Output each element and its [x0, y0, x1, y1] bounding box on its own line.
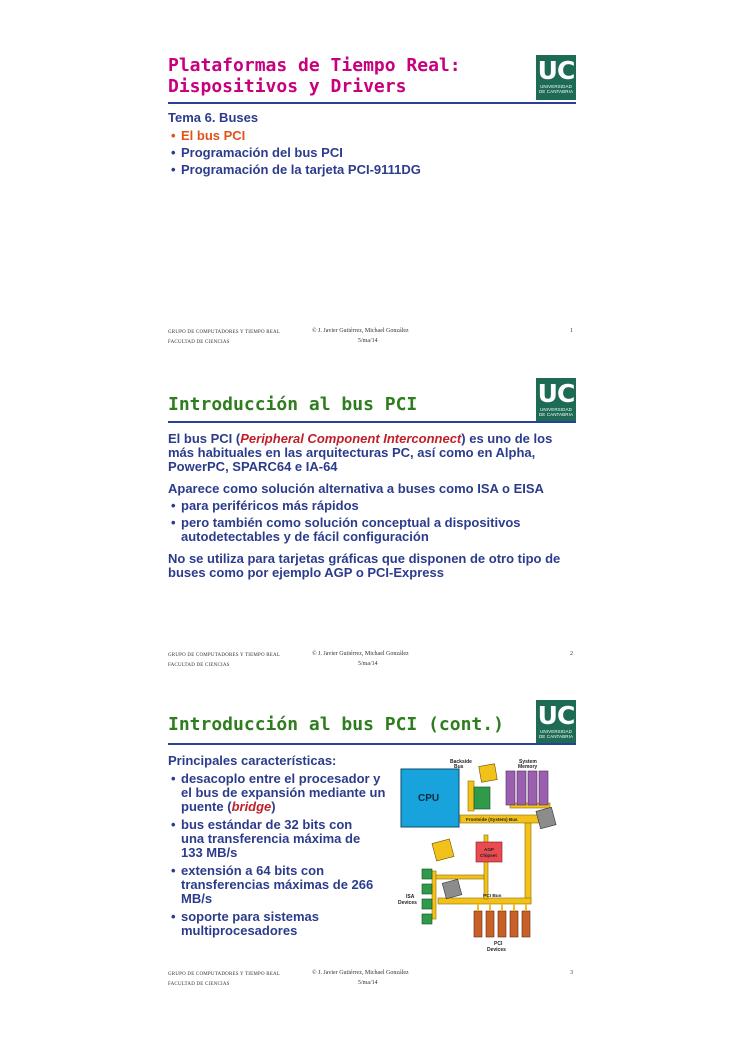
logo-line-2: DE CANTABRIA: [538, 89, 574, 94]
cache-controller-block: [474, 787, 490, 809]
logo-letters: UC: [537, 379, 575, 408]
footer-faculty: FACULTAD DE CIENCIAS: [168, 663, 230, 668]
slide-2: [162, 378, 579, 678]
title-rule: [168, 102, 576, 104]
footer-authors: © J. Javier Gutiérrez, Michael González: [312, 970, 409, 976]
item-text: para periféricos más rápidos: [181, 498, 359, 513]
system-memory-label-2: Memory: [518, 764, 538, 770]
features-heading: Principales características:: [168, 753, 337, 768]
pci-slot-stem: [501, 904, 503, 911]
isa-device: [422, 899, 432, 909]
list-item: [168, 864, 388, 906]
text: El bus PCI (: [168, 431, 241, 446]
footer-date: 5/ma/14: [358, 661, 378, 667]
agp-chipset-block: [476, 842, 502, 862]
item-text: bus estándar de 32 bits con una transferencia máxima de 133 MB/s: [181, 817, 361, 860]
list-item: [168, 818, 388, 860]
list-item: [168, 146, 421, 160]
footer-group: GRUPO DE COMPUTADORES Y TIEMPO REAL: [168, 653, 281, 658]
slide-title: Introducción al bus PCI: [168, 394, 418, 415]
footer-authors: © J. Javier Gutiérrez, Michael González: [312, 651, 409, 657]
emphasis-text: Peripheral Component Interconnect: [240, 431, 462, 446]
footer-date: 5/ma/14: [358, 338, 378, 344]
pci-bus-label: PCI Bus: [483, 894, 502, 899]
slide-body: [168, 432, 573, 588]
item-text: Programación de la tarjeta PCI-9111DG: [181, 162, 421, 177]
item-text: soporte para sistemas multiprocesadores: [181, 909, 320, 938]
memory-module: [517, 771, 526, 805]
footer-faculty: FACULTAD DE CIENCIAS: [168, 340, 230, 345]
bullet: •: [171, 128, 176, 143]
topic-heading: Tema 6. Buses: [168, 110, 259, 125]
logo-line-1: UNIVERSIDAD: [540, 407, 572, 412]
bullet: •: [171, 817, 176, 832]
memory-module: [528, 771, 537, 805]
slide-title: [168, 55, 461, 97]
uc-logo: [536, 700, 576, 745]
item-text: extensión a 64 bits con transferencias máximas de 266 MB/s: [181, 863, 374, 906]
pci-devices-label: PCI: [494, 941, 503, 947]
bullet: •: [171, 498, 176, 513]
frontside-bus-label: Frontside (System) Bus: [466, 817, 518, 822]
logo-line-1: UNIVERSIDAD: [540, 84, 572, 89]
title-rule: [168, 743, 576, 745]
cpu-label: CPU: [418, 793, 440, 804]
host-bridge-block: [536, 807, 556, 829]
logo-line-2: DE CANTABRIA: [538, 734, 574, 739]
title-line-2: Dispositivos y Drivers: [168, 76, 407, 97]
pci-device: [510, 911, 518, 937]
logo-letters: UC: [537, 56, 575, 85]
pci-device: [474, 911, 482, 937]
pci-slot-stem: [513, 904, 515, 911]
bullet-list: [168, 499, 573, 544]
pci-device: [522, 911, 530, 937]
pci-device: [486, 911, 494, 937]
backside-bus: [468, 781, 474, 811]
text: ) es uno de los más habituales en las arquitecturas PC, así como en Alpha, PowerPC, SPARC64 e IA-64: [168, 431, 553, 474]
footer-authors: © J. Javier Gutiérrez, Michael González: [312, 328, 409, 334]
footer-date: 5/ma/14: [358, 980, 378, 986]
l2-cache-block: [479, 764, 498, 783]
paragraph-3: No se utiliza para tarjetas gráficas que disponen de otro tipo de buses como por ejemplo AGP o PCI-Express: [168, 551, 561, 580]
topic-list: [168, 129, 421, 177]
logo-line-1: UNIVERSIDAD: [540, 729, 572, 734]
agp-chipset-label-2: Chipset: [480, 853, 497, 858]
memory-module: [506, 771, 515, 805]
logo-letters: UC: [537, 701, 575, 730]
page-number: 1: [570, 328, 573, 334]
list-item: [168, 772, 388, 814]
memory-modules: [506, 771, 548, 805]
item-text: Programación del bus PCI: [181, 145, 343, 160]
title-rule: [168, 421, 576, 423]
footer-group: GRUPO DE COMPUTADORES Y TIEMPO REAL: [168, 330, 281, 335]
pci-device-blocks: [474, 911, 530, 937]
pci-slot-stem: [489, 904, 491, 911]
pci-slot-stem: [477, 904, 479, 911]
isa-devices-label-2: Devices: [398, 900, 417, 906]
pci-device: [498, 911, 506, 937]
bullet: •: [171, 515, 176, 530]
system-memory-label: System: [519, 759, 537, 765]
bullet: •: [171, 145, 176, 160]
vertical-bus: [525, 823, 531, 903]
item-text: El bus PCI: [181, 128, 246, 143]
slide-body: [168, 111, 421, 185]
slide-title: Introducción al bus PCI (cont.): [168, 714, 504, 735]
slide-body: [168, 754, 388, 946]
slide-3: [162, 700, 579, 1000]
isa-bus: [432, 871, 436, 919]
list-item: [168, 499, 573, 513]
isa-devices-label: ISA: [406, 894, 415, 900]
agp-chipset-label: AGP: [484, 847, 494, 852]
pci-slot-stem: [525, 904, 527, 911]
list-item: [168, 163, 421, 177]
uc-logo: [536, 378, 576, 423]
item-text: pero también como solución conceptual a dispositivos autodetectables y de fácil configuración: [181, 515, 521, 544]
footer-faculty: FACULTAD DE CIENCIAS: [168, 982, 230, 987]
features-list: [168, 772, 388, 938]
paragraph-1: [168, 432, 573, 474]
page-number: 2: [570, 651, 573, 657]
backside-label-2: Bus: [454, 764, 464, 770]
footer-group: GRUPO DE COMPUTADORES Y TIEMPO REAL: [168, 972, 281, 977]
memory-module: [539, 771, 548, 805]
page-number: 3: [570, 970, 573, 976]
slide-1: [162, 55, 579, 355]
list-item: [168, 516, 573, 544]
bullet: •: [171, 771, 176, 786]
isa-device: [422, 869, 432, 879]
bullet: •: [171, 909, 176, 924]
isa-device: [422, 914, 432, 924]
backside-label: Backside: [450, 759, 472, 765]
list-item: [168, 129, 421, 143]
text: desacoplo entre el procesador y el bus de expansión mediante un puente (: [181, 771, 386, 814]
pci-architecture-diagram: [398, 757, 578, 955]
text: ): [271, 799, 276, 814]
logo-line-2: DE CANTABRIA: [538, 412, 574, 417]
emphasis-text: bridge: [231, 799, 272, 814]
paragraph-2: Aparece como solución alternativa a buses como ISA o EISA: [168, 481, 544, 496]
bullet: •: [171, 162, 176, 177]
bullet: •: [171, 863, 176, 878]
isa-device-blocks: [422, 869, 432, 924]
list-item: [168, 910, 388, 938]
isa-device: [422, 884, 432, 894]
isa-bridge-block: [442, 879, 462, 899]
uc-logo: [536, 55, 576, 100]
pci-devices-label-2: Devices: [487, 947, 506, 953]
title-line-1: Plataformas de Tiempo Real:: [168, 55, 461, 76]
agp-link: [434, 875, 484, 879]
pci-slot-stems: [477, 904, 527, 911]
graphics-block: [432, 839, 454, 861]
